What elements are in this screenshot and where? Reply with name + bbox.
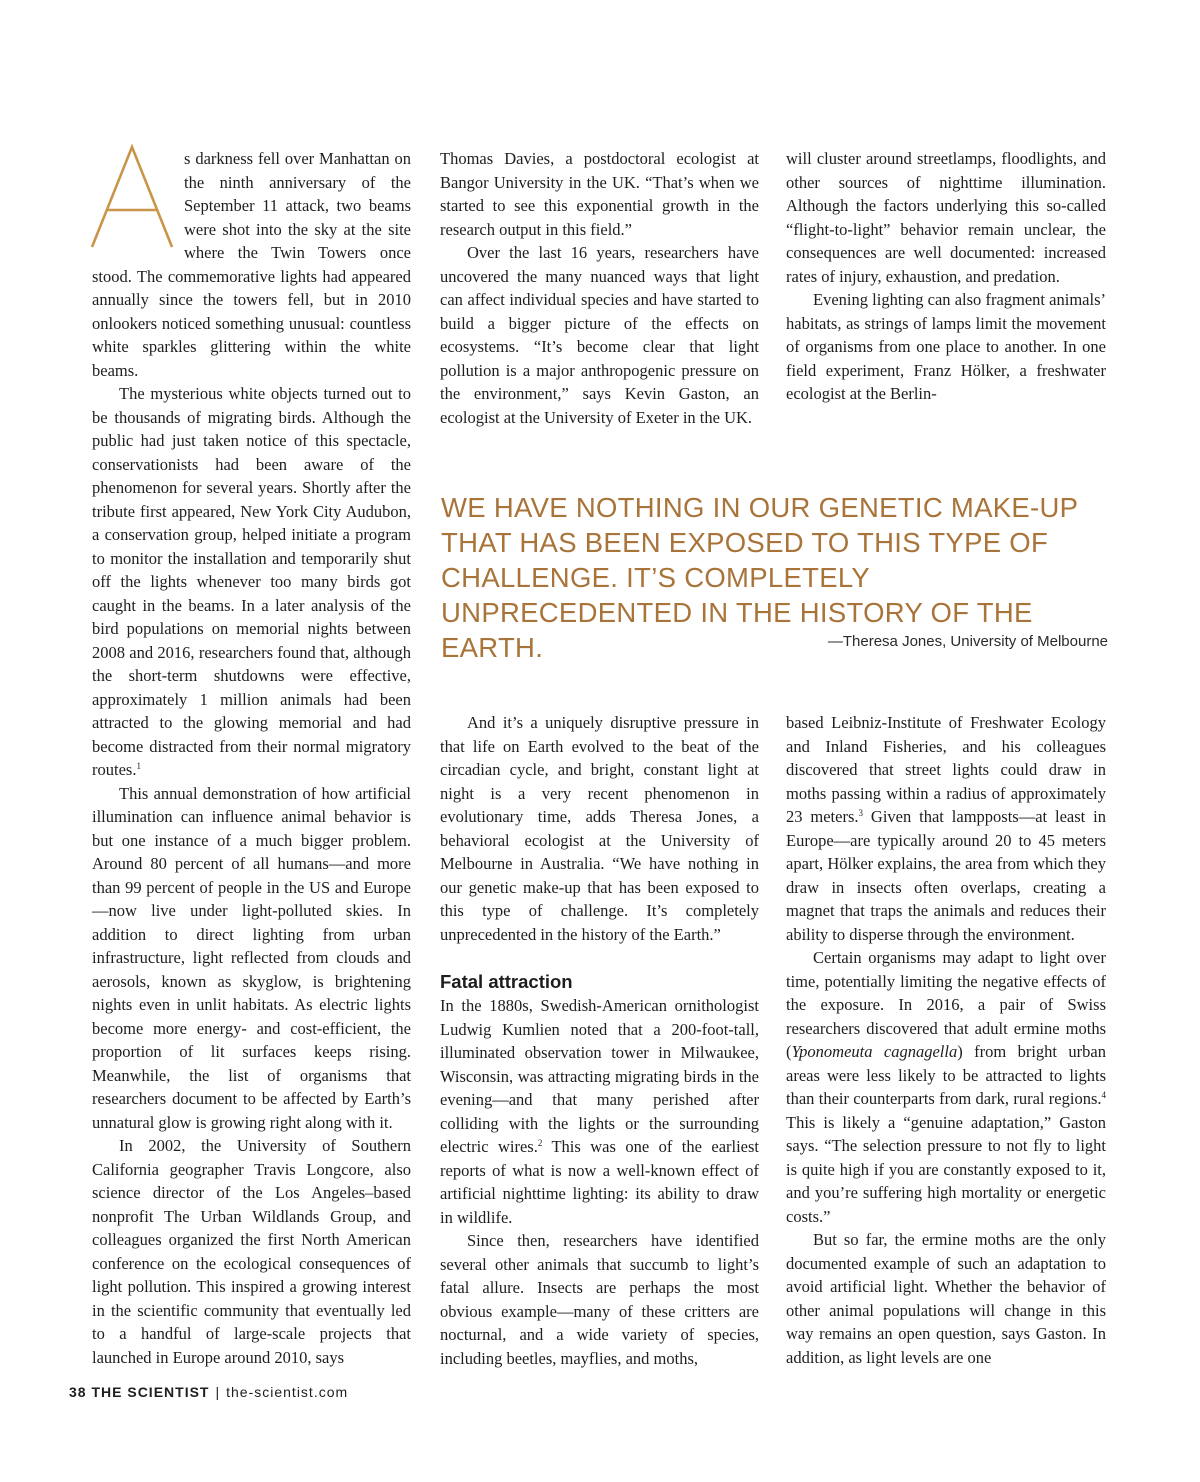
article-column-2-top bbox=[440, 147, 759, 429]
website-link[interactable]: the-scientist.com bbox=[226, 1384, 349, 1400]
paragraph: will cluster around streetlamps, floodlights, and other sources of nighttime illumination. Although the factors underlying this so-called “flight-to-light” behavior remain unclear, the consequences are well documented: increased rates of injury, exhaustion, and predation. bbox=[786, 149, 1106, 286]
article-column-3-bottom bbox=[786, 711, 1106, 1369]
footnote-ref[interactable]: 4 bbox=[1101, 1090, 1106, 1100]
paragraph: s darkness fell over Manhattan on the ninth anniversary of the September 11 attack, two beams were shot into the sky at the site where the Twin Towers once stood. The commemorative lights had appeared annually since the towers fell, but in 2010 onlookers noticed something unusual: countless white sparkles glittering within the white beams. bbox=[92, 147, 411, 382]
section-heading: Fatal attraction bbox=[440, 971, 573, 992]
paragraph: In the 1880s, Swedish-American ornithologist Ludwig Kumlien noted that a 200-foot-tall, illuminated observation tower in Milwaukee, Wisconsin, was attracting migrating birds in the evening—and that many perished after colliding with the lights or the surrounding electric wires.$^2$ This was one of the earliest reports of what is now a well-known effect of artificial nighttime lighting: its ability to draw in wildlife. bbox=[440, 996, 760, 1227]
footnote-ref[interactable]: 1 bbox=[136, 761, 141, 771]
paragraph: Since then, researchers have identified several other animals that succumb to light’s fatal allure. Insects are perhaps the most obvious example—many of these critters are nocturnal, and a wide variety of species, including beetles, mayflies, and moths, bbox=[440, 1231, 759, 1368]
footnote-ref[interactable]: 3 bbox=[858, 808, 864, 818]
paragraph: But so far, the ermine moths are the only documented example of such an adaptation to avoid artificial light. Whether the behavior of other animal populations will change in this way remains an open question, says Gaston. In addition, as light levels are one bbox=[786, 1230, 1106, 1367]
magazine-name: THE SCIENTIST bbox=[91, 1384, 210, 1400]
footer-separator: | bbox=[215, 1384, 221, 1400]
paragraph: The mysterious white objects turned out to be thousands of migrating birds. Although the public had just taken notice of this spectacle, conservationists had been aware of the phenomenon for several years. Shortly after the tribute first appeared, New York City Audubon, a conservation group, helped initiate a program to monitor the installation and temporarily shut off the lights whenever too many birds got caught in the beams. In a later analysis of the bird populations on memorial nights between 2008 and 2016, researchers found that, although the short-term shutdowns were effective, approximately 1 million animals had been attracted to the glowing memorial and had become distracted from their normal migratory routes.$^1$ bbox=[92, 384, 411, 779]
paragraph: Over the last 16 years, researchers have uncovered the many nuanced ways that light can affect individual species and have started to build a bigger picture of the effects on ecosystems. “It’s become clear that light pollution is a major anthropogenic pressure on the environment,” says Kevin Gaston, an ecologist at the University of Exeter in the UK. bbox=[440, 243, 759, 427]
paragraph: Evening lighting can also fragment animals’ habitats, as strings of lamps limit the movement of organisms from one place to another. In one field experiment, Franz Hölker, a freshwater ecologist at the Berlin- bbox=[786, 290, 1106, 403]
paragraph: In 2002, the University of Southern California geographer Travis Longcore, also science director of the Los Angeles–based nonprofit The Urban Wildlands Group, and colleagues organized the first North American conference on the ecological consequences of light pollution. This inspired a growing interest in the scientific community that eventually led to a handful of large-scale projects that launched in Europe around 2010, says bbox=[92, 1136, 411, 1367]
drop-cap-a bbox=[86, 143, 178, 249]
paragraph: This annual demonstration of how artificial illumination can influence animal behavior is but one instance of a much bigger problem. Around 80 percent of all humans—and more than 99 percent of people in the US and Europe—now live under light-polluted skies. In addition to direct lighting from urban infrastructure, light reflected from clouds and aerosols, known as skyglow, is brightening nights even in unlit habitats. As electric lights become more energy- and cost-efficient, the proportion of lit surfaces keeps rising. Meanwhile, the list of organisms that researchers document to be affected by Earth’s unnatural glow is growing right along with it. bbox=[92, 783, 411, 1132]
pull-quote: WE HAVE NOTHING IN OUR GENETIC MAKE-UP THAT HAS BEEN EXPOSED TO THIS TYPE OF CHALLENGE. IT’S COMPLETELY UNPRECEDENTED IN THE HISTORY OF THE EARTH. bbox=[441, 492, 1078, 663]
paragraph: based Leibniz-Institute of Freshwater Ecology and Inland Fisheries, and his colleagues discovered that street lights could draw in moths passing within a radius of approximately 23 meters.$^3$ Given that lampposts—at least in Europe—are typically around 20 to 45 meters apart, Hölker explains, the area from which they draw in insects often overlaps, creating a magnet that traps the animals and reduces their ability to disperse through the environment. bbox=[786, 713, 1106, 944]
footnote-ref[interactable]: 2 bbox=[537, 1138, 543, 1148]
paragraph: Certain organisms may adapt to light over time, potentially limiting the negative effects of the exposure. In 2016, a pair of Swiss researchers discovered that adult ermine moths (Yponomeuta cagnagella) from bright urban areas were less likely to be attracted to lights than their counterparts from dark, rural regions.$^4$ This is likely a “genuine adaptation,” Gaston says. “The selection pressure to not fly to light is quite high if you are constantly exposed to it, and you’re suffering high mortality or energetic costs.” bbox=[786, 948, 1106, 1226]
pull-quote-attribution: —Theresa Jones, University of Melbourne bbox=[827, 633, 1108, 650]
article-column-3-top bbox=[786, 147, 1106, 406]
article-column-2-bottom bbox=[440, 711, 759, 1370]
article-column-1 bbox=[92, 147, 411, 1369]
species-name: Yponomeuta cagnagella bbox=[791, 1042, 958, 1061]
page-number: 38 bbox=[69, 1384, 87, 1400]
paragraph: And it’s a uniquely disruptive pressure in that life on Earth evolved to the beat of the circadian cycle, and bright, constant light at night is a very recent phenomenon in evolutionary time, adds Theresa Jones, a behavioral ecologist at the University of Melbourne in Australia. “We have nothing in our genetic make-up that has been exposed to this type of challenge. It’s completely unprecedented in the history of the Earth.” bbox=[440, 713, 759, 944]
paragraph: Thomas Davies, a postdoctoral ecologist at Bangor University in the UK. “That’s when we started to see this exponential growth in the research output in this field.” bbox=[440, 149, 759, 239]
page-footer bbox=[69, 1384, 348, 1400]
